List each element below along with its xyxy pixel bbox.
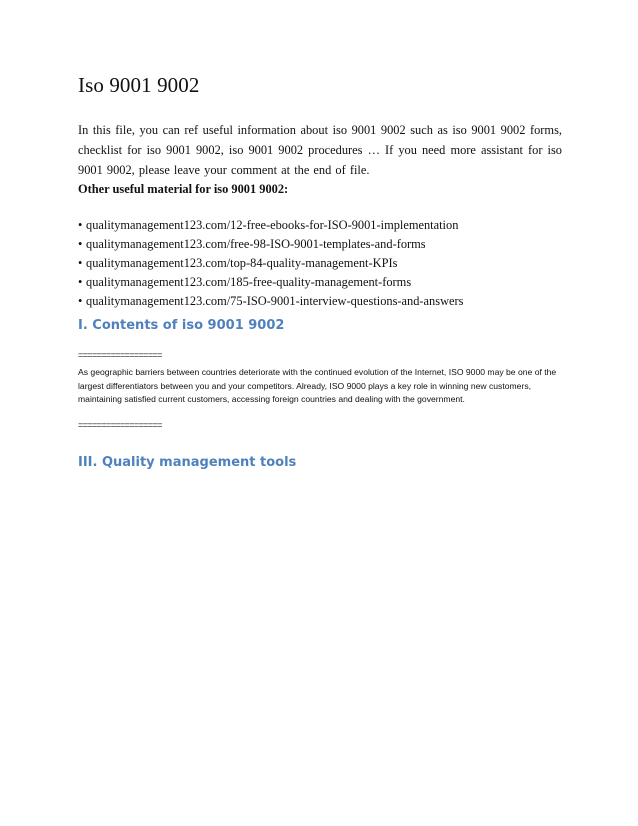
link-text[interactable]: qualitymanagement123.com/free-98-ISO-9001-templates-and-forms [86, 237, 426, 251]
bullet-icon: • [78, 294, 83, 308]
divider-bottom: ================== [78, 420, 162, 430]
list-item[interactable] [78, 254, 463, 273]
divider-top: ================== [78, 350, 162, 360]
bullet-icon: • [78, 275, 83, 289]
useful-links-list [78, 216, 463, 311]
link-text[interactable]: qualitymanagement123.com/top-84-quality-management-KPIs [86, 256, 398, 270]
contents-section-heading: I. Contents of iso 9001 9002 [78, 318, 285, 333]
intro-paragraph: In this file, you can ref useful information about iso 9001 9002 such as iso 9001 9002 forms, checklist for iso 9001 9002, iso 9001 9002 procedures … If you need more assistant for iso 9001 9002, please leave your comment at the end of file. [78, 123, 562, 177]
bullet-icon: • [78, 256, 83, 270]
link-text[interactable]: qualitymanagement123.com/75-ISO-9001-interview-questions-and-answers [86, 294, 464, 308]
document-title: Iso 9001 9002 [78, 73, 200, 97]
link-text[interactable]: qualitymanagement123.com/12-free-ebooks-for-ISO-9001-implementation [86, 218, 459, 232]
list-item[interactable] [78, 273, 463, 292]
quality-tools-section-heading: III. Quality management tools [78, 455, 297, 470]
list-item[interactable] [78, 216, 463, 235]
list-item[interactable] [78, 235, 463, 254]
list-item[interactable] [78, 292, 463, 311]
bullet-icon: • [78, 237, 83, 251]
bullet-icon: • [78, 218, 83, 232]
useful-material-heading: Other useful material for iso 9001 9002: [78, 182, 289, 196]
contents-body-paragraph: As geographic barriers between countries deteriorate with the continued evolution of the Internet, ISO 9000 may be one of the largest differentiators between you and your competitors. Already, ISO 9000 plays a key role in winning new customers, maintaining satisfied current customers, accessing foreign countries and dealing with the government. [78, 367, 557, 404]
link-text[interactable]: qualitymanagement123.com/185-free-quality-management-forms [86, 275, 412, 289]
